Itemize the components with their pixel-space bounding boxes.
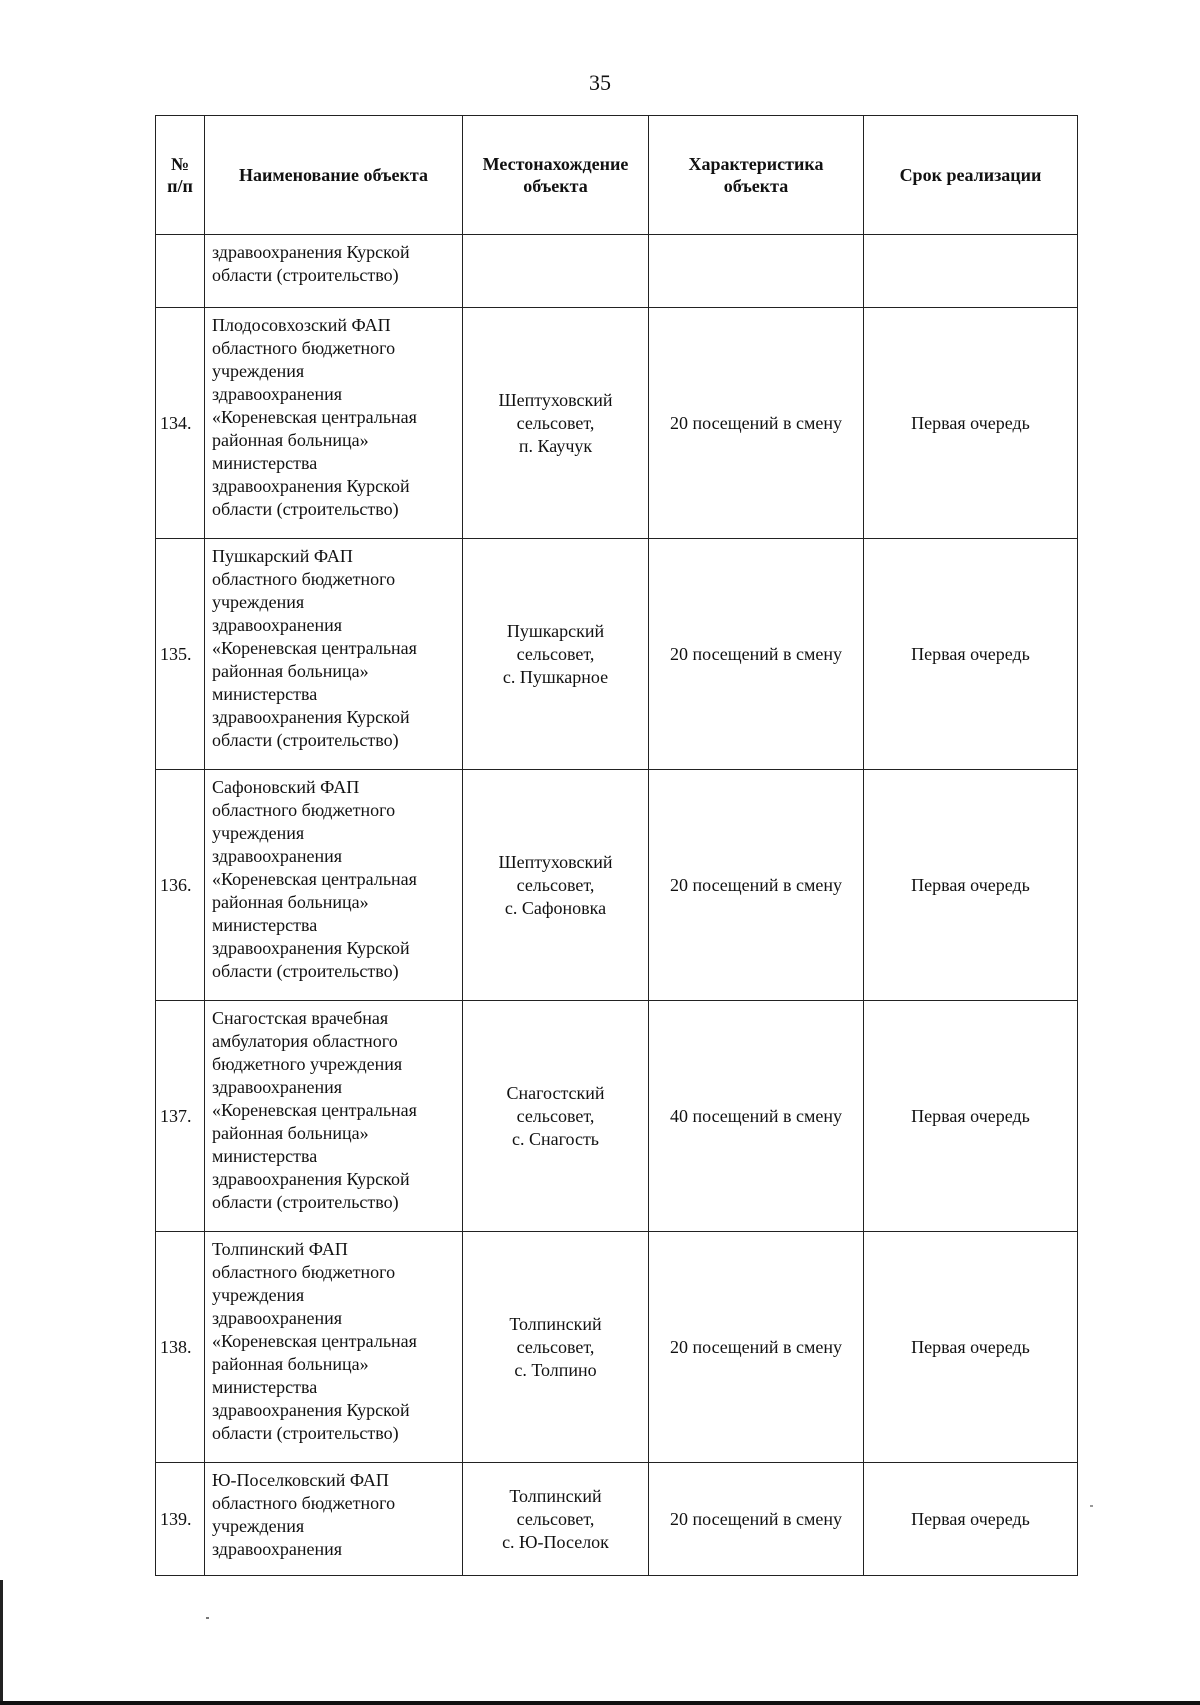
name-line: областного бюджетного bbox=[212, 1493, 396, 1513]
name-line: бюджетного учреждения bbox=[212, 1054, 403, 1074]
name-line: здравоохранения bbox=[212, 384, 343, 404]
location-line: Снагостский bbox=[506, 1082, 605, 1103]
location-line: п. Каучук bbox=[518, 435, 593, 456]
location-line: с. Толпино bbox=[514, 1359, 597, 1380]
cell-name bbox=[205, 1463, 463, 1576]
name-line: министерства bbox=[212, 915, 318, 935]
name-line: «Кореневская центральная bbox=[212, 869, 417, 889]
cell-term: Первая очередь bbox=[864, 770, 1078, 1001]
table-row bbox=[156, 1463, 1078, 1576]
cell-num: 138. bbox=[156, 1232, 205, 1463]
name-line: министерства bbox=[212, 1146, 318, 1166]
location-line: Шептуховский bbox=[498, 851, 613, 872]
name-line: области (строительство) bbox=[212, 1423, 399, 1443]
name-line: областного бюджетного bbox=[212, 338, 396, 358]
name-line: областного бюджетного bbox=[212, 800, 396, 820]
name-line: здравоохранения bbox=[212, 1308, 343, 1328]
name-line: здравоохранения Курской bbox=[212, 1400, 410, 1420]
cell-num: 137. bbox=[156, 1001, 205, 1232]
cell-characteristic: 20 посещений в смену bbox=[649, 308, 864, 539]
name-line: Пушкарский ФАП bbox=[212, 546, 353, 566]
name-line: «Кореневская центральная bbox=[212, 638, 417, 658]
name-line: области (строительство) bbox=[212, 1192, 399, 1212]
name-line: учреждения bbox=[212, 592, 305, 612]
cell-term bbox=[864, 235, 1078, 308]
name-line: районная больница» bbox=[212, 1354, 369, 1374]
name-line: Плодосовхозский ФАП bbox=[212, 315, 391, 335]
location-line: с. Ю-Поселок bbox=[502, 1531, 609, 1552]
cell-term: Первая очередь bbox=[864, 308, 1078, 539]
cell-characteristic: 40 посещений в смену bbox=[649, 1001, 864, 1232]
name-line: амбулатория областного bbox=[212, 1031, 398, 1051]
name-line: области (строительство) bbox=[212, 499, 399, 519]
cell-location bbox=[463, 308, 649, 539]
location-line: сельсовет, bbox=[516, 412, 595, 433]
cell-num bbox=[156, 235, 205, 308]
cell-characteristic: 20 посещений в смену bbox=[649, 1463, 864, 1576]
table-header-row bbox=[156, 116, 1078, 235]
cell-name bbox=[205, 308, 463, 539]
location-line: сельсовет, bbox=[516, 1105, 595, 1126]
location-line: с. Пушкарное bbox=[502, 666, 609, 687]
cell-characteristic bbox=[649, 235, 864, 308]
name-line: здравоохранения Курской bbox=[212, 1169, 410, 1189]
name-line: Толпинский ФАП bbox=[212, 1239, 348, 1259]
table-row bbox=[156, 308, 1078, 539]
objects-table bbox=[155, 115, 1078, 1576]
cell-location bbox=[463, 770, 649, 1001]
cell-location bbox=[463, 235, 649, 308]
table-row bbox=[156, 1001, 1078, 1232]
table-row bbox=[156, 1232, 1078, 1463]
location-line: с. Снагость bbox=[511, 1128, 600, 1149]
cell-characteristic: 20 посещений в смену bbox=[649, 539, 864, 770]
name-line: здравоохранения Курской bbox=[212, 242, 410, 262]
table-row bbox=[156, 770, 1078, 1001]
cell-num: 135. bbox=[156, 539, 205, 770]
scan-speck bbox=[1090, 1505, 1093, 1507]
cell-term: Первая очередь bbox=[864, 1001, 1078, 1232]
cell-location bbox=[463, 1463, 649, 1576]
name-line: районная больница» bbox=[212, 892, 369, 912]
header-num: № п/п bbox=[156, 116, 205, 235]
name-line: учреждения bbox=[212, 361, 305, 381]
name-line: области (строительство) bbox=[212, 730, 399, 750]
name-line: учреждения bbox=[212, 1285, 305, 1305]
header-name: Наименование объекта bbox=[205, 116, 463, 235]
cell-term: Первая очередь bbox=[864, 539, 1078, 770]
cell-num: 139. bbox=[156, 1463, 205, 1576]
name-line: областного бюджетного bbox=[212, 1262, 396, 1282]
cell-location bbox=[463, 539, 649, 770]
location-line: Толпинский bbox=[509, 1485, 602, 1506]
name-line: районная больница» bbox=[212, 430, 369, 450]
name-line: «Кореневская центральная bbox=[212, 1331, 417, 1351]
cell-term: Первая очередь bbox=[864, 1463, 1078, 1576]
header-location: Местонахождение объекта bbox=[463, 116, 649, 235]
scan-speck bbox=[206, 1617, 209, 1619]
header-characteristic: Характеристика объекта bbox=[649, 116, 864, 235]
name-line: здравоохранения Курской bbox=[212, 707, 410, 727]
scan-edge-bottom bbox=[0, 1701, 1200, 1705]
table-row bbox=[156, 539, 1078, 770]
name-line: здравоохранения Курской bbox=[212, 938, 410, 958]
name-line: здравоохранения bbox=[212, 1539, 343, 1559]
cell-name bbox=[205, 1001, 463, 1232]
location-line: Пушкарский bbox=[506, 620, 605, 641]
location-line: с. Сафоновка bbox=[504, 897, 607, 918]
scan-edge-left bbox=[0, 1580, 3, 1705]
name-line: районная больница» bbox=[212, 1123, 369, 1143]
name-line: здравоохранения Курской bbox=[212, 476, 410, 496]
name-line: здравоохранения bbox=[212, 1077, 343, 1097]
name-line: Сафоновский ФАП bbox=[212, 777, 360, 797]
cell-num: 136. bbox=[156, 770, 205, 1001]
name-line: районная больница» bbox=[212, 661, 369, 681]
cell-num: 134. bbox=[156, 308, 205, 539]
name-line: учреждения bbox=[212, 823, 305, 843]
name-line: «Кореневская центральная bbox=[212, 407, 417, 427]
name-line: Ю-Поселковский ФАП bbox=[212, 1470, 389, 1490]
cell-location bbox=[463, 1232, 649, 1463]
name-line: здравоохранения bbox=[212, 846, 343, 866]
cell-characteristic: 20 посещений в смену bbox=[649, 770, 864, 1001]
table-row-continuation bbox=[156, 235, 1078, 308]
location-line: сельсовет, bbox=[516, 874, 595, 895]
cell-name bbox=[205, 770, 463, 1001]
name-line: области (строительство) bbox=[212, 265, 399, 285]
name-line: министерства bbox=[212, 1377, 318, 1397]
cell-location bbox=[463, 1001, 649, 1232]
name-line: министерства bbox=[212, 453, 318, 473]
name-line: областного бюджетного bbox=[212, 569, 396, 589]
location-line: сельсовет, bbox=[516, 1508, 595, 1529]
name-line: учреждения bbox=[212, 1516, 305, 1536]
cell-term: Первая очередь bbox=[864, 1232, 1078, 1463]
location-line: Шептуховский bbox=[498, 389, 613, 410]
name-line: министерства bbox=[212, 684, 318, 704]
location-line: сельсовет, bbox=[516, 643, 595, 664]
name-line: здравоохранения bbox=[212, 615, 343, 635]
name-line: Снагостская врачебная bbox=[212, 1008, 389, 1028]
cell-name bbox=[205, 1232, 463, 1463]
cell-characteristic: 20 посещений в смену bbox=[649, 1232, 864, 1463]
name-line: «Кореневская центральная bbox=[212, 1100, 417, 1120]
cell-name bbox=[205, 539, 463, 770]
location-line: Толпинский bbox=[509, 1313, 602, 1334]
header-term: Срок реализации bbox=[864, 116, 1078, 235]
cell-name bbox=[205, 235, 463, 308]
location-line: сельсовет, bbox=[516, 1336, 595, 1357]
name-line: области (строительство) bbox=[212, 961, 399, 981]
page-number: 35 bbox=[589, 70, 611, 95]
